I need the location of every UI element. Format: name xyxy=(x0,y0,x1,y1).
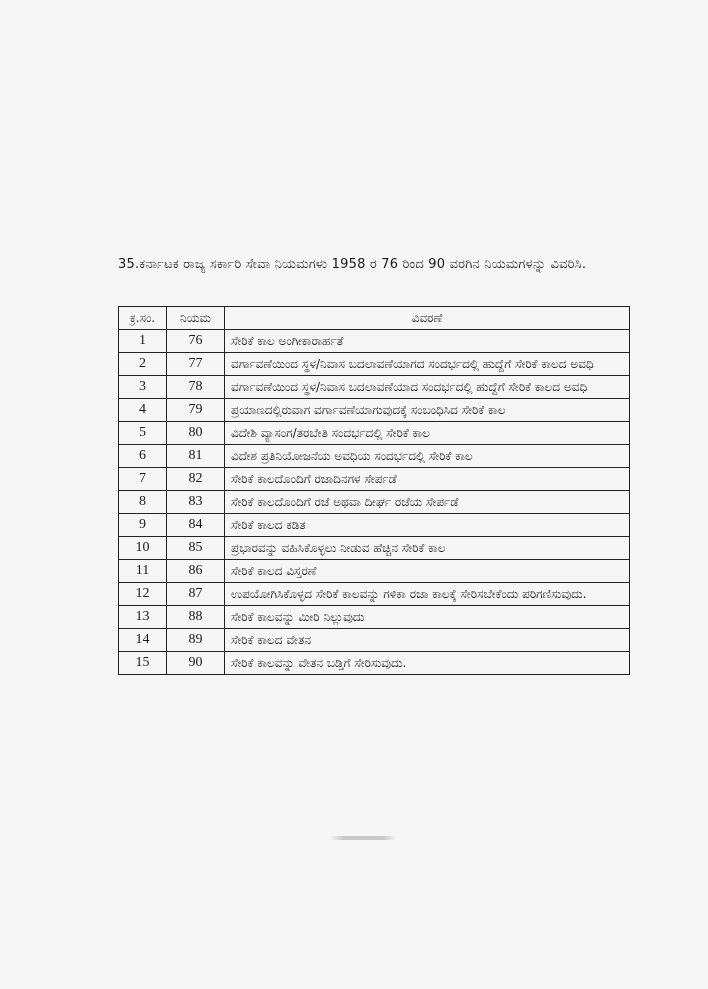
table-row xyxy=(119,445,630,468)
row-serial: 11 xyxy=(119,560,167,583)
table-row xyxy=(119,652,630,675)
row-rule: 88 xyxy=(167,606,225,629)
row-serial: 15 xyxy=(119,652,167,675)
table-row xyxy=(119,376,630,399)
row-serial: 12 xyxy=(119,583,167,606)
row-rule: 79 xyxy=(167,399,225,422)
header-rule: ನಿಯಮ xyxy=(167,307,225,330)
row-description: ವಿದೇಶ ಪ್ರತಿನಿಯೋಜನೆಯ ಅವಧಿಯ ಸಂದರ್ಭದಲ್ಲಿ ಸೇರಿಕೆ ಕಾಲ xyxy=(225,445,630,468)
row-rule: 81 xyxy=(167,445,225,468)
rules-table xyxy=(118,306,630,675)
row-description: ಸೇರಿಕೆ ಕಾಲದ ವೇತನ xyxy=(225,629,630,652)
row-description: ಪ್ರಯಾಣದಲ್ಲಿರುವಾಗ ವರ್ಗಾವಣೆಯಾಗುವುದಕ್ಕೆ ಸಂಬಂಧಿಸಿದ ಸೇರಿಕೆ ಕಾಲ xyxy=(225,399,630,422)
question-heading: 35.ಕರ್ನಾಟಕ ರಾಜ್ಯ ಸರ್ಕಾರಿ ಸೇವಾ ನಿಯಮಗಳು 1958 ರ 76 ರಿಂದ 90 ವರಗಿನ ನಿಯಮಗಳನ್ನು ವಿವರಿಸಿ. xyxy=(118,257,587,272)
row-serial: 5 xyxy=(119,422,167,445)
row-rule: 77 xyxy=(167,353,225,376)
row-rule: 90 xyxy=(167,652,225,675)
row-serial: 13 xyxy=(119,606,167,629)
table-row xyxy=(119,583,630,606)
row-description: ಸೇರಿಕೆ ಕಾಲವನ್ನು ವೇತನ ಬಡ್ತಿಗೆ ಸೇರಿಸುವುದು. xyxy=(225,652,630,675)
row-serial: 6 xyxy=(119,445,167,468)
row-rule: 76 xyxy=(167,330,225,353)
header-description: ವಿವರಣೆ xyxy=(225,307,630,330)
row-rule: 86 xyxy=(167,560,225,583)
faint-footer-mark xyxy=(330,836,396,840)
row-description: ಪ್ರಭಾರವನ್ನು ವಹಿಸಿಕೊಳ್ಳಲು ನೀಡುವ ಹೆಚ್ಚಿನ ಸೇರಿಕೆ ಕಾಲ xyxy=(225,537,630,560)
row-serial: 10 xyxy=(119,537,167,560)
row-serial: 3 xyxy=(119,376,167,399)
row-description: ಸೇರಿಕೆ ಕಾಲದೊಂದಿಗೆ ರಜೆ ಅಥವಾ ದೀರ್ಘ ರಜೆಯ ಸೇರ್ಪಡೆ xyxy=(225,491,630,514)
row-serial: 1 xyxy=(119,330,167,353)
table-row xyxy=(119,468,630,491)
row-description: ಸೇರಿಕೆ ಕಾಲವನ್ನು ಮೀರಿ ನಿಲ್ಲುವುದು xyxy=(225,606,630,629)
table-row xyxy=(119,330,630,353)
table-row xyxy=(119,560,630,583)
table-row xyxy=(119,537,630,560)
row-rule: 84 xyxy=(167,514,225,537)
table-row xyxy=(119,422,630,445)
row-serial: 8 xyxy=(119,491,167,514)
table-row xyxy=(119,514,630,537)
row-rule: 78 xyxy=(167,376,225,399)
row-description: ಸೇರಿಕೆ ಕಾಲದ ವಿಸ್ತರಣೆ xyxy=(225,560,630,583)
row-rule: 89 xyxy=(167,629,225,652)
row-description: ವರ್ಗಾವಣೆಯಿಂದ ಸ್ಥಳ/ನಿವಾಸ ಬದಲಾವಣೆಯಾದ ಸಂದರ್ಭದಲ್ಲಿ ಹುದ್ದೆಗೆ ಸೇರಿಕೆ ಕಾಲದ ಅವಧಿ xyxy=(225,376,630,399)
row-serial: 2 xyxy=(119,353,167,376)
row-description: ಸೇರಿಕೆ ಕಾಲದ ಕಡಿತ xyxy=(225,514,630,537)
table-row xyxy=(119,629,630,652)
row-rule: 85 xyxy=(167,537,225,560)
table-row xyxy=(119,399,630,422)
row-rule: 87 xyxy=(167,583,225,606)
table-header-row xyxy=(119,307,630,330)
table-row xyxy=(119,353,630,376)
table-row xyxy=(119,606,630,629)
row-description: ಸೇರಿಕೆ ಕಾಲದೊಂದಿಗೆ ರಜಾದಿನಗಳ ಸೇರ್ಪಡೆ xyxy=(225,468,630,491)
row-description: ವರ್ಗಾವಣೆಯಿಂದ ಸ್ಥಳ/ನಿವಾಸ ಬದಲಾವಣೆಯಾಗದ ಸಂದರ್ಭದಲ್ಲಿ ಹುದ್ದೆಗೆ ಸೇರಿಕೆ ಕಾಲದ ಅವಧಿ xyxy=(225,353,630,376)
header-serial: ಕ್ರ.ಸಂ. xyxy=(119,307,167,330)
row-rule: 80 xyxy=(167,422,225,445)
row-rule: 83 xyxy=(167,491,225,514)
row-serial: 4 xyxy=(119,399,167,422)
row-serial: 14 xyxy=(119,629,167,652)
row-rule: 82 xyxy=(167,468,225,491)
row-description: ವಿದೇಶಿ ವ್ಯಾಸಂಗ/ತರಬೇತಿ ಸಂದರ್ಭದಲ್ಲಿ ಸೇರಿಕೆ ಕಾಲ xyxy=(225,422,630,445)
row-serial: 7 xyxy=(119,468,167,491)
row-description: ಸೇರಿಕೆ ಕಾಲ ಅಂಗೀಕಾರಾರ್ಹತೆ xyxy=(225,330,630,353)
row-description: ಉಪಯೋಗಿಸಿಕೊಳ್ಳದ ಸೇರಿಕೆ ಕಾಲವನ್ನು ಗಳಿಕಾ ರಜಾ ಕಾಲಕ್ಕೆ ಸೇರಿಸಬೇಕೆಂದು ಪರಿಗಣಿಸುವುದು. xyxy=(225,583,630,606)
row-serial: 9 xyxy=(119,514,167,537)
table-row xyxy=(119,491,630,514)
